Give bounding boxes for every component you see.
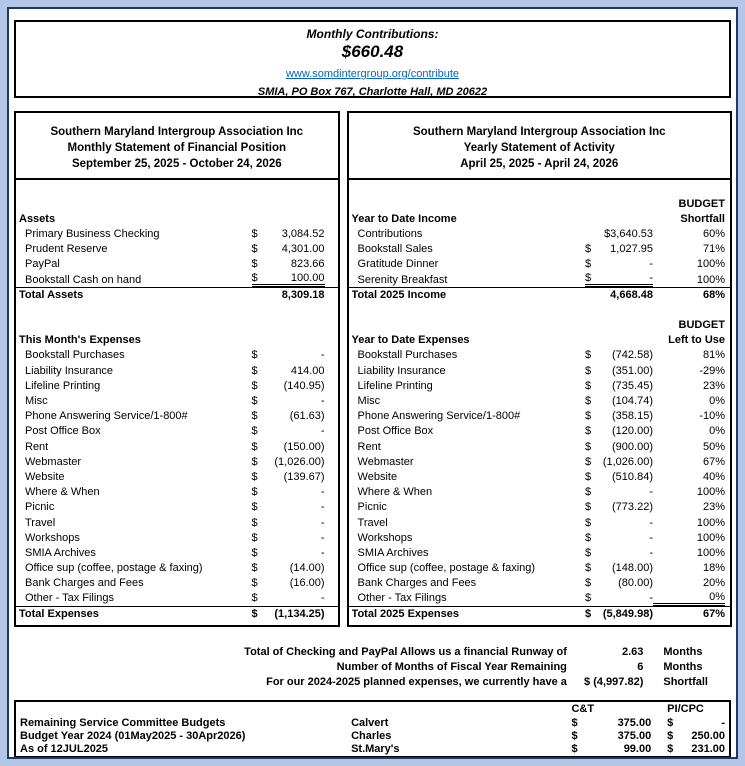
committee-note: As of 12JUL2025 <box>20 743 109 756</box>
expense-label: Picnic <box>357 501 387 514</box>
expense-row <box>16 485 338 500</box>
section-heading: Year to Date Expenses <box>351 334 470 347</box>
income-list <box>349 226 730 287</box>
expense-amount: - <box>320 592 325 605</box>
expense-label: Liability Insurance <box>25 364 114 377</box>
income-label: Gratitude Dinner <box>357 258 439 271</box>
income-pct: 100% <box>696 258 725 271</box>
income-heading-row <box>349 211 730 226</box>
expense-row <box>16 500 338 515</box>
currency-symbol: $ <box>585 243 592 256</box>
currency-symbol: $ <box>585 592 592 605</box>
currency-symbol: $ <box>585 440 592 453</box>
currency-symbol: $ <box>585 258 592 271</box>
committee-row <box>16 743 729 756</box>
expense-label: Workshops <box>357 531 413 544</box>
expense-amount: (1,026.00) <box>274 455 325 468</box>
monthly-statement-header <box>16 113 338 180</box>
month-expenses-list <box>16 348 338 606</box>
currency-symbol: $ <box>571 716 578 729</box>
expense-amount: (735.45) <box>612 379 653 392</box>
contributions-box <box>14 20 731 98</box>
month-expenses-heading-row <box>16 333 338 348</box>
expense-label: Liability Insurance <box>357 364 446 377</box>
currency-symbol: $ <box>585 546 592 559</box>
ytd-expenses-heading-row <box>349 333 730 348</box>
expense-amount: - <box>320 425 325 438</box>
expense-label: Picnic <box>25 501 55 514</box>
asset-amount: 823.66 <box>290 258 325 271</box>
expense-label: Bank Charges and Fees <box>25 577 144 590</box>
income-budget-row <box>349 196 730 211</box>
expense-pct: 0% <box>653 591 725 606</box>
expense-label: Lifeline Printing <box>25 379 101 392</box>
section-heading: Assets <box>19 212 56 225</box>
asset-row <box>16 242 338 257</box>
income-pct: 71% <box>702 243 725 256</box>
currency-symbol: $ <box>251 501 258 514</box>
currency-symbol: $ <box>251 395 258 408</box>
income-label: Serenity Breakfast <box>357 273 448 286</box>
left-to-use-column-header: Left to Use <box>668 334 725 347</box>
committee-note: Remaining Service Committee Budgets <box>20 716 226 729</box>
expense-row <box>16 378 338 393</box>
currency-symbol: $ <box>585 410 592 423</box>
runway-value: $ (4,997.82) <box>584 675 644 688</box>
budget-column-header: BUDGET <box>678 319 725 332</box>
asset-amount: 4,301.00 <box>281 243 325 256</box>
currency-symbol: $ <box>585 349 592 362</box>
county-name: Calvert <box>351 716 389 729</box>
currency-symbol: $ <box>571 743 578 756</box>
total-expenses-amount: (1,134.25) <box>274 608 325 621</box>
committee-header-row <box>16 703 729 716</box>
total-income-label: Total 2025 Income <box>351 289 447 302</box>
currency-symbol: $ <box>251 349 258 362</box>
contributions-amount: $660.48 <box>341 42 404 61</box>
runway-summary <box>13 644 732 690</box>
expense-row <box>16 561 338 576</box>
expense-amount: (150.00) <box>283 440 325 453</box>
currency-symbol: $ <box>251 531 258 544</box>
asset-label: Prudent Reserve <box>25 243 108 256</box>
currency-symbol: $ <box>251 410 258 423</box>
expense-label: Phone Answering Service/1-800# <box>357 410 521 423</box>
expense-row <box>16 469 338 484</box>
income-amount: 1,027.95 <box>610 243 653 256</box>
expense-row <box>16 515 338 530</box>
monthly-statement-panel <box>14 111 340 627</box>
expense-amount: (14.00) <box>289 562 325 575</box>
expense-label: Where & When <box>25 486 100 499</box>
currency-symbol: $ <box>585 577 592 590</box>
ytd-expenses-list <box>349 348 730 606</box>
expense-amount: (900.00) <box>612 440 653 453</box>
currency-symbol: $ <box>251 546 258 559</box>
expense-pct: 100% <box>696 516 725 529</box>
total-income-amount: 4,668.48 <box>610 289 653 302</box>
income-amount: $3,640.53 <box>604 227 653 240</box>
expense-amount: (80.00) <box>618 577 653 590</box>
expense-pct: 100% <box>696 546 725 559</box>
expense-row <box>16 424 338 439</box>
committee-rows <box>16 716 729 756</box>
currency-symbol: $ <box>585 272 592 285</box>
yearly-statement-panel <box>347 111 732 627</box>
income-label: Contributions <box>357 227 423 240</box>
expense-label: Webmaster <box>357 455 414 468</box>
expense-row <box>349 409 730 424</box>
expense-label: Rent <box>25 440 49 453</box>
expense-amount: (61.63) <box>289 410 325 423</box>
asset-label: PayPal <box>25 258 60 271</box>
income-row <box>349 242 730 257</box>
total-income-row <box>349 287 730 302</box>
expense-row <box>349 454 730 469</box>
expense-label: Where & When <box>357 486 433 499</box>
expense-amount: (139.67) <box>283 470 325 483</box>
expense-row <box>16 439 338 454</box>
pi-cpc-column-header: PI/CPC <box>667 703 704 716</box>
total-income-pct: 68% <box>702 289 725 302</box>
expense-row <box>349 576 730 591</box>
committee-row <box>16 716 729 729</box>
currency-symbol: $ <box>667 730 674 743</box>
currency-symbol: $ <box>251 258 258 271</box>
expense-pct: 0% <box>709 395 725 408</box>
expense-pct: -10% <box>699 410 725 423</box>
expense-amount: (1,026.00) <box>602 455 653 468</box>
statement-panels <box>14 111 732 627</box>
expense-pct: 81% <box>702 349 725 362</box>
runway-label: Total of Checking and PayPal Allows us a financial Runway of <box>244 645 567 658</box>
page-body <box>7 7 738 759</box>
pi-cpc-amount: 231.00 <box>691 743 725 756</box>
expense-label: Bookstall Purchases <box>25 349 125 362</box>
expense-amount: (351.00) <box>612 364 653 377</box>
expense-amount: - <box>649 516 653 529</box>
income-row <box>349 226 730 241</box>
expense-amount: - <box>320 531 325 544</box>
asset-label: Primary Business Checking <box>25 227 160 240</box>
committee-budgets-box <box>14 700 731 758</box>
expense-amount: - <box>320 516 325 529</box>
asset-row <box>16 226 338 241</box>
currency-symbol: $ <box>585 486 592 499</box>
expense-amount: (148.00) <box>612 562 653 575</box>
expense-label: Rent <box>357 440 381 453</box>
committee-row <box>16 729 729 742</box>
expense-row <box>349 363 730 378</box>
currency-symbol: $ <box>585 531 592 544</box>
expense-label: Bookstall Purchases <box>357 349 458 362</box>
expense-pct: 0% <box>709 425 725 438</box>
expense-amount: - <box>320 546 325 559</box>
expense-row <box>349 561 730 576</box>
runway-row <box>13 659 732 674</box>
expense-label: Lifeline Printing <box>357 379 433 392</box>
expense-amount: - <box>320 395 325 408</box>
ct-amount: 375.00 <box>617 716 652 729</box>
expense-label: Other - Tax Filings <box>25 592 115 605</box>
runway-row <box>13 644 732 659</box>
expense-row <box>349 469 730 484</box>
asset-amount: 100.00 <box>290 272 325 285</box>
statement-period: April 25, 2025 - April 24, 2026 <box>460 158 619 170</box>
expense-label: Post Office Box <box>25 425 101 438</box>
expense-row <box>16 576 338 591</box>
currency-symbol: $ <box>585 379 592 392</box>
expense-amount: - <box>649 592 653 605</box>
expense-row <box>16 363 338 378</box>
contributions-title: Monthly Contributions: <box>306 27 439 41</box>
org-name: Southern Maryland Intergroup Association Inc <box>412 126 666 138</box>
expense-label: Website <box>25 470 65 483</box>
expense-amount: - <box>320 349 325 362</box>
runway-unit: Shortfall <box>663 675 708 688</box>
expense-label: Other - Tax Filings <box>357 592 447 605</box>
expense-label: Post Office Box <box>357 425 434 438</box>
income-label: Bookstall Sales <box>357 243 433 256</box>
currency-symbol: $ <box>585 425 592 438</box>
assets-heading-row <box>16 211 338 226</box>
expense-pct: 50% <box>702 440 725 453</box>
statement-title: Yearly Statement of Activity <box>463 142 615 154</box>
expense-row <box>349 515 730 530</box>
contribute-link[interactable]: www.somdintergroup.org/contribute <box>285 68 460 80</box>
expense-label: SMIA Archives <box>357 546 429 559</box>
expense-amount: (104.74) <box>612 395 653 408</box>
currency-symbol: $ <box>585 562 592 575</box>
expense-pct: 18% <box>702 562 725 575</box>
expenses-budget-row <box>349 318 730 333</box>
expense-amount: - <box>649 531 653 544</box>
total-ytd-expenses-pct: 67% <box>702 608 725 621</box>
expense-label: Website <box>357 470 398 483</box>
assets-list <box>16 226 338 287</box>
expense-pct: 20% <box>702 577 725 590</box>
pi-cpc-amount: 250.00 <box>691 730 725 743</box>
expense-pct: 23% <box>702 379 725 392</box>
currency-symbol: $ <box>251 272 258 285</box>
expense-amount: (773.22) <box>612 501 653 514</box>
expense-amount: - <box>649 546 653 559</box>
total-assets-amount: 8,309.18 <box>281 289 325 302</box>
expense-pct: -29% <box>699 364 725 377</box>
income-amount: - <box>649 272 653 285</box>
expense-label: Office sup (coffee, postage & faxing) <box>25 562 203 575</box>
income-amount: - <box>649 258 653 271</box>
asset-amount: 3,084.52 <box>281 227 325 240</box>
expense-row <box>349 439 730 454</box>
runway-value: 2.63 <box>621 645 644 658</box>
expense-row <box>16 454 338 469</box>
currency-symbol: $ <box>585 364 592 377</box>
expense-row <box>16 591 338 606</box>
expense-amount: (358.15) <box>612 410 653 423</box>
ct-column-header: C&T <box>571 703 595 716</box>
pi-cpc-amount: - <box>721 716 725 729</box>
currency-symbol <box>585 228 601 240</box>
expense-label: Webmaster <box>25 455 82 468</box>
expense-pct: 100% <box>696 531 725 544</box>
expense-amount: 414.00 <box>290 364 325 377</box>
ct-amount: 375.00 <box>617 730 652 743</box>
expense-row <box>349 393 730 408</box>
expense-amount: (120.00) <box>612 425 653 438</box>
income-row <box>349 257 730 272</box>
currency-symbol: $ <box>667 716 674 729</box>
expense-row <box>349 500 730 515</box>
expense-row <box>349 348 730 363</box>
currency-symbol: $ <box>251 516 258 529</box>
expense-label: SMIA Archives <box>25 546 96 559</box>
expense-row <box>349 530 730 545</box>
currency-symbol: $ <box>251 562 258 575</box>
expense-row <box>16 545 338 560</box>
yearly-statement-header <box>349 113 730 180</box>
mailing-address: SMIA, PO Box 767, Charlotte Hall, MD 20622 <box>257 86 488 98</box>
asset-label: Bookstall Cash on hand <box>25 273 142 286</box>
currency-symbol: $ <box>585 470 592 483</box>
currency-symbol: $ <box>667 743 674 756</box>
runway-row <box>13 674 732 689</box>
expense-pct: 23% <box>702 501 725 514</box>
expense-label: Office sup (coffee, postage & faxing) <box>357 562 536 575</box>
runway-unit: Months <box>663 645 703 658</box>
expense-row <box>16 530 338 545</box>
expense-row <box>16 393 338 408</box>
ct-amount: 99.00 <box>623 743 652 756</box>
currency-symbol: $ <box>585 395 592 408</box>
expense-amount: - <box>320 486 325 499</box>
budget-column-header: BUDGET <box>678 197 725 210</box>
shortfall-column-header: Shortfall <box>680 212 725 225</box>
total-ytd-expenses-label: Total 2025 Expenses <box>351 608 459 621</box>
total-assets-row <box>16 287 338 302</box>
expense-label: Workshops <box>25 531 80 544</box>
income-pct: 100% <box>696 273 725 286</box>
expense-label: Phone Answering Service/1-800# <box>25 410 188 423</box>
currency-symbol: $ <box>251 243 258 256</box>
expense-amount: - <box>320 501 325 514</box>
total-ytd-expenses-row: Total 2025 Expenses $ (5,849.98) 67% <box>349 606 730 621</box>
currency-symbol: $ <box>251 425 258 438</box>
runway-label: For our 2024-2025 planned expenses, we currently have a <box>266 675 567 688</box>
expense-row <box>349 378 730 393</box>
currency-symbol: $ <box>251 364 258 377</box>
currency-symbol: $ <box>585 501 592 514</box>
section-heading: Year to Date Income <box>351 212 457 225</box>
expense-label: Misc <box>25 395 48 408</box>
section-heading: This Month's Expenses <box>19 334 141 347</box>
expense-row <box>349 424 730 439</box>
expense-row <box>349 591 730 606</box>
expense-label: Travel <box>357 516 388 529</box>
expense-amount: - <box>649 486 653 499</box>
total-assets-label: Total Assets <box>19 289 84 302</box>
statement-title: Monthly Statement of Financial Position <box>67 142 287 154</box>
expense-label: Travel <box>25 516 56 529</box>
county-name: St.Mary's <box>351 743 400 756</box>
expense-row <box>16 409 338 424</box>
asset-row <box>16 272 338 287</box>
expense-amount: (742.58) <box>612 349 653 362</box>
income-pct: 60% <box>702 227 725 240</box>
currency-symbol: $ <box>251 227 258 240</box>
runway-label: Number of Months of Fiscal Year Remaining <box>336 660 567 673</box>
currency-symbol: $ <box>585 516 592 529</box>
currency-symbol: $ <box>585 455 592 468</box>
asset-row <box>16 257 338 272</box>
currency-symbol: $ <box>251 470 258 483</box>
currency-symbol: $ <box>571 730 578 743</box>
org-name: Southern Maryland Intergroup Association Inc <box>50 126 304 138</box>
runway-unit: Months <box>663 660 703 673</box>
currency-symbol: $ <box>251 379 258 392</box>
expense-amount: (510.84) <box>612 470 653 483</box>
total-expenses-label: Total Expenses <box>19 608 99 621</box>
county-name: Charles <box>351 730 392 743</box>
statement-period: September 25, 2025 - October 24, 2026 <box>71 158 282 170</box>
currency-symbol: $ <box>251 577 258 590</box>
expense-pct: 40% <box>702 470 725 483</box>
expense-row <box>349 545 730 560</box>
committee-note: Budget Year 2024 (01May2025 - 30Apr2026) <box>20 730 246 743</box>
expense-pct: 67% <box>702 455 725 468</box>
income-row <box>349 272 730 287</box>
currency-symbol: $ <box>251 440 258 453</box>
expense-row <box>349 485 730 500</box>
currency-symbol: $ <box>251 486 258 499</box>
currency-symbol: $ <box>251 592 258 605</box>
total-expenses-row: Total Expenses $ (1,134.25) <box>16 606 338 621</box>
expense-amount: (140.95) <box>283 379 325 392</box>
total-ytd-expenses-amount: (5,849.98) <box>602 608 653 621</box>
currency-symbol: $ <box>251 455 258 468</box>
runway-value: 6 <box>637 660 644 673</box>
expense-amount: (16.00) <box>289 577 325 590</box>
expense-label: Bank Charges and Fees <box>357 577 477 590</box>
expense-pct: 100% <box>696 486 725 499</box>
expense-label: Misc <box>357 395 381 408</box>
expense-row <box>16 348 338 363</box>
